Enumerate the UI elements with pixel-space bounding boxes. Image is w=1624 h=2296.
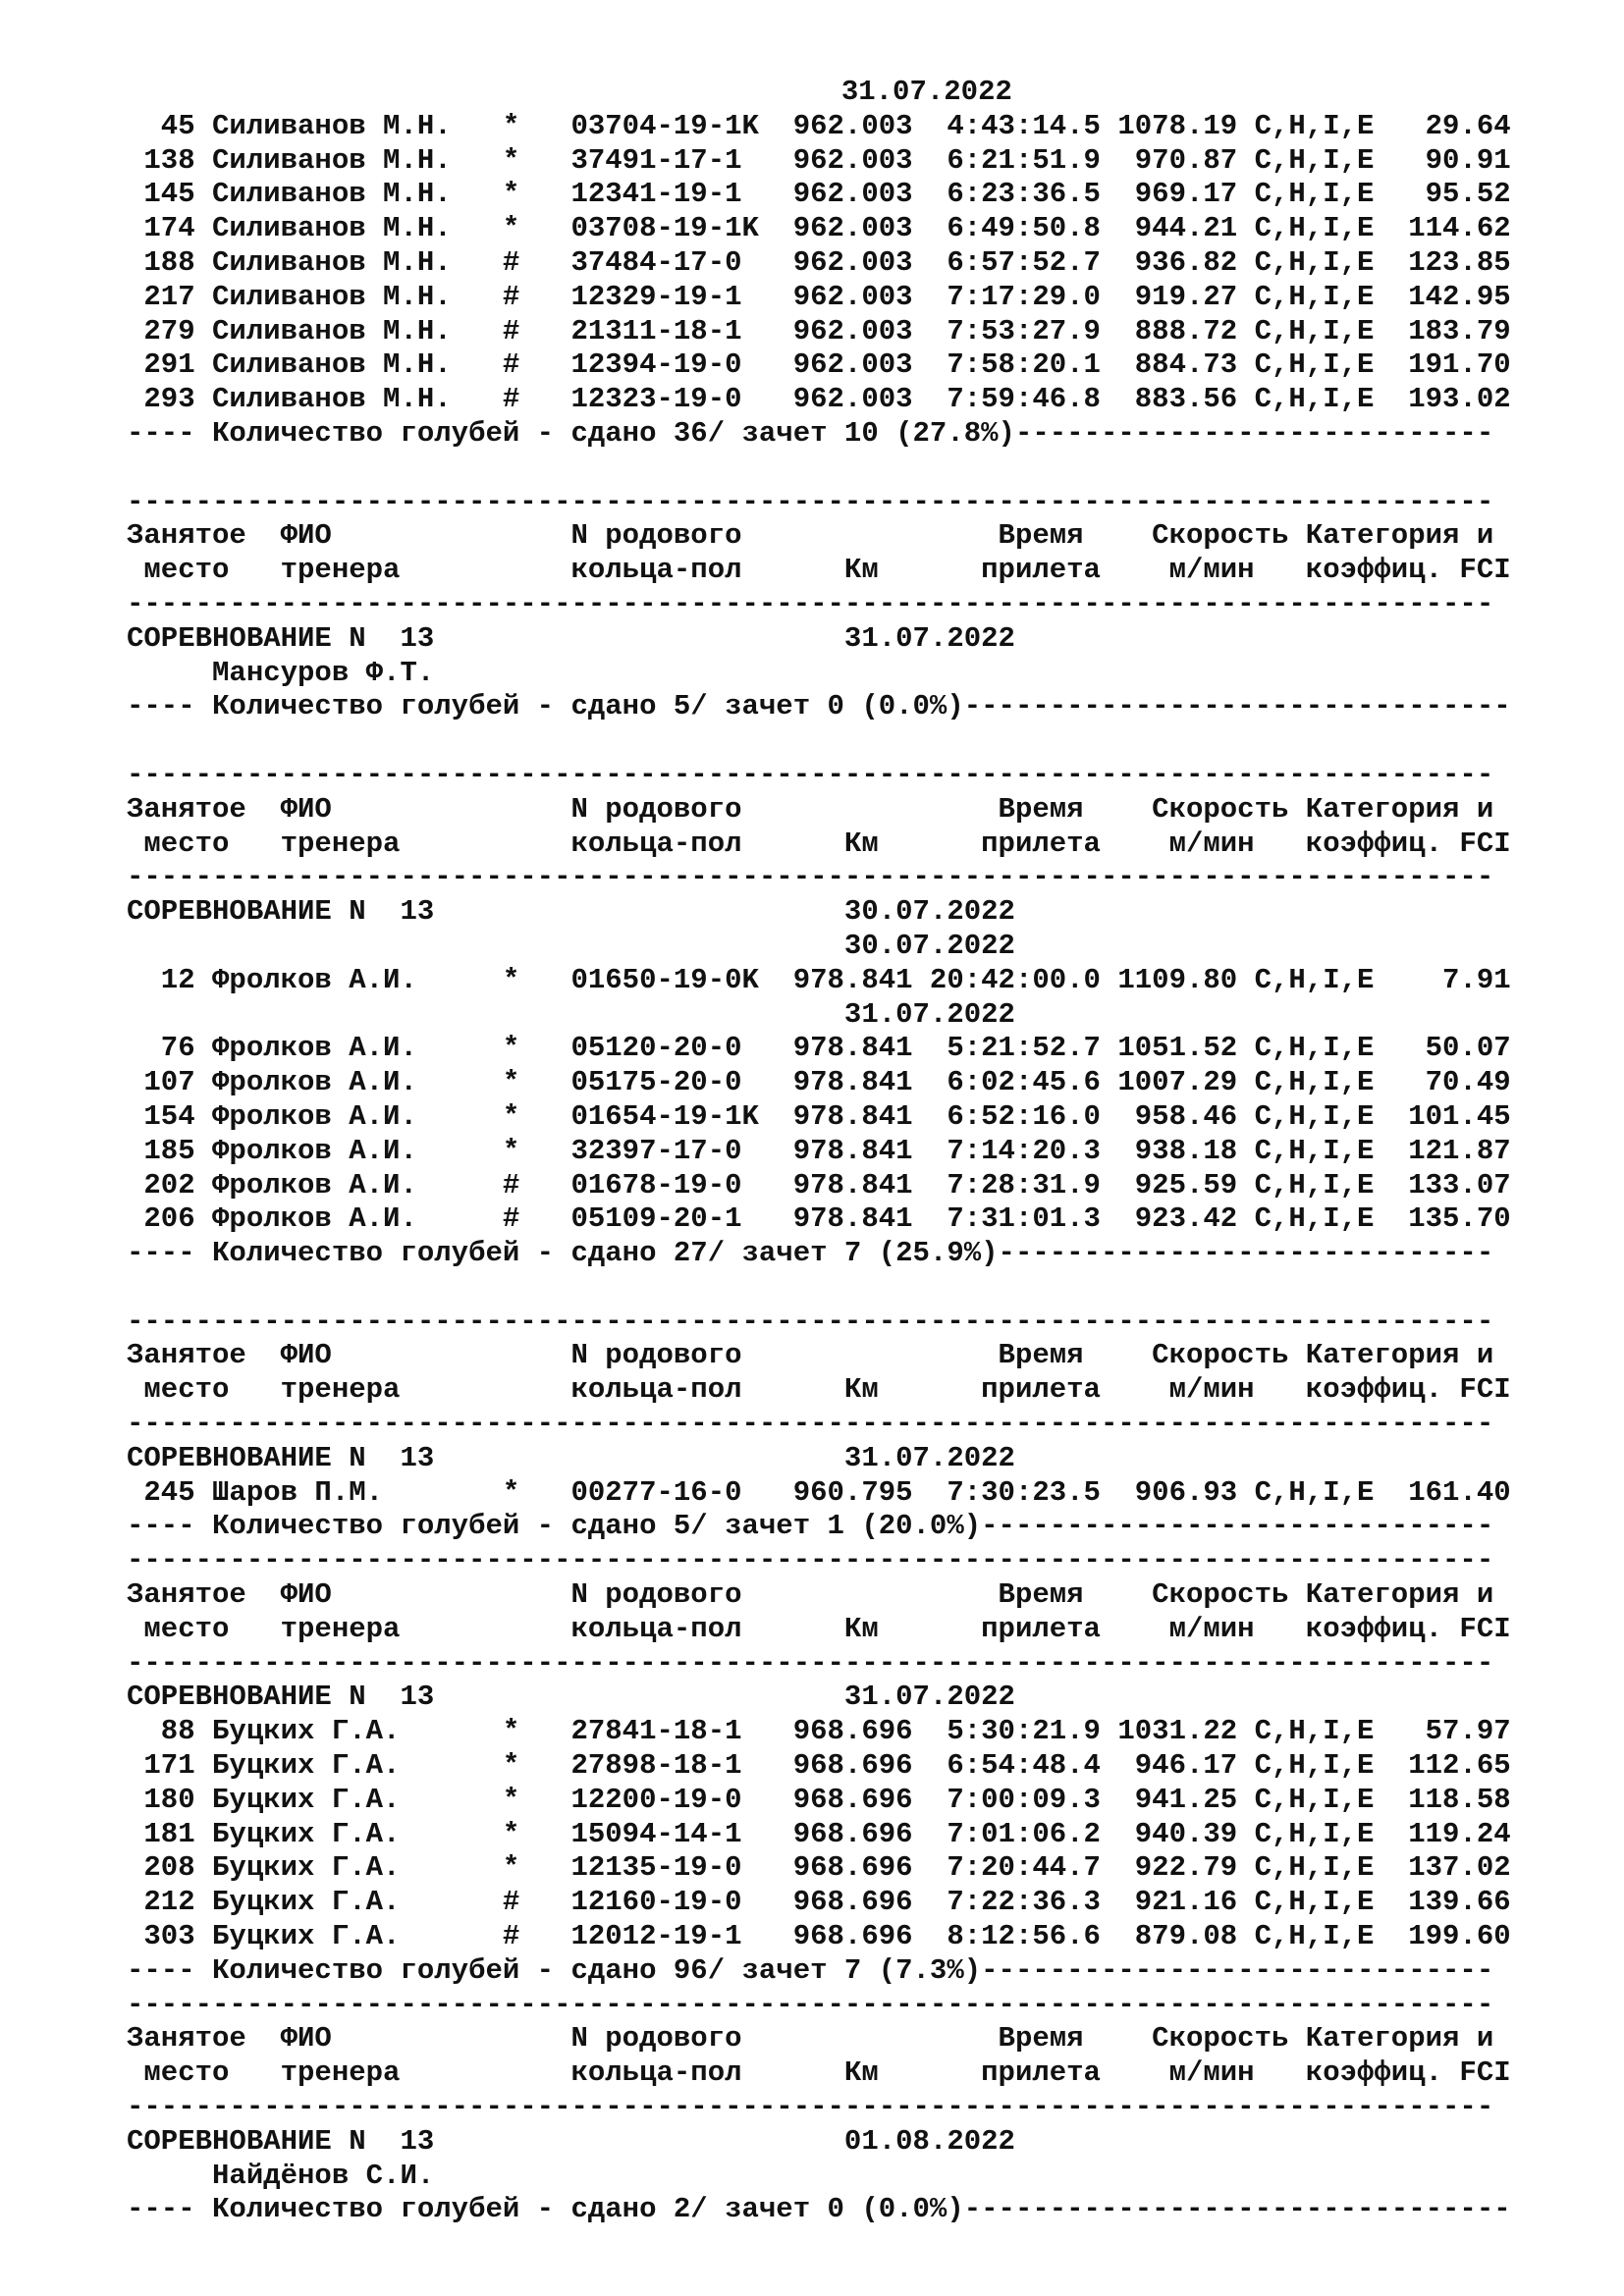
text-line: 174 Силиванов М.Н. * 03708-19-1K 962.003 6:49:50.8 944.21 C,H,I,E 114.62 [127,212,1511,245]
text-line: Занятое ФИО N родового Время Скорость Категория и [127,1339,1494,1372]
text-line [127,724,1599,759]
text-line: СОРЕВНОВАНИЕ N 13 01.08.2022 [127,2124,1015,2158]
text-line: 76 Фролков А.И. * 05120-20-0 978.841 5:21:52.7 1051.52 C,H,I,E 50.07 [127,1032,1511,1065]
text-line: 293 Силиванов М.Н. # 12323-19-0 962.003 7:59:46.8 883.56 C,H,I,E 193.02 [127,383,1511,416]
text-line: 217 Силиванов М.Н. # 12329-19-1 962.003 7:17:29.0 919.27 C,H,I,E 142.95 [127,280,1511,313]
text-line: 245 Шаров П.М. * 00277-16-0 960.795 7:30:23.5 906.93 C,H,I,E 161.40 [127,1475,1511,1509]
text-line: 181 Буцких Г.А. * 15094-14-1 968.696 7:01:06.2 940.39 C,H,I,E 119.24 [127,1817,1511,1850]
text-line [127,1271,1599,1306]
text-line: ---- Количество голубей - сдано 5/ зачет 1 (20.0%)------------------------------ [127,1510,1494,1543]
text-line: -------------------------------------------------------------------------------- [127,861,1494,894]
text-line: ---- Количество голубей - сдано 5/ зачет 0 (0.0%)-------------------------------- [127,690,1511,723]
text-line: 12 Фролков А.И. * 01650-19-0K 978.841 20:42:00.0 1109.80 C,H,I,E 7.91 [127,963,1511,996]
text-line: -------------------------------------------------------------------------------- [127,485,1494,518]
text-line: Занятое ФИО N родового Время Скорость Категория и [127,1578,1494,1612]
text-line: Найдёнов С.И. [127,2159,435,2192]
text-line: ---- Количество голубей - сдано 96/ зачет 7 (7.3%)------------------------------ [127,1953,1494,1987]
text-line: Занятое ФИО N родового Время Скорость Категория и [127,792,1494,826]
text-line: 206 Фролков А.И. # 05109-20-1 978.841 7:31:01.3 923.42 C,H,I,E 135.70 [127,1202,1511,1236]
text-line: 303 Буцких Г.А. # 12012-19-1 968.696 8:12:56.6 879.08 C,H,I,E 199.60 [127,1920,1511,1953]
text-line: место тренера кольца-пол Км прилета м/мин коэффиц. FCI [127,827,1511,860]
text-line: место тренера кольца-пол Км прилета м/мин коэффиц. FCI [127,1373,1511,1407]
text-line: 30.07.2022 [127,929,1015,962]
text-line: 31.07.2022 [127,997,1015,1031]
text-line: место тренера кольца-пол Км прилета м/мин коэффиц. FCI [127,2056,1511,2090]
text-line: 291 Силиванов М.Н. # 12394-19-0 962.003 7:58:20.1 884.73 C,H,I,E 191.70 [127,348,1511,382]
text-line: ---- Количество голубей - сдано 36/ зачет 10 (27.8%)---------------------------- [127,416,1494,450]
text-line: СОРЕВНОВАНИЕ N 13 30.07.2022 [127,895,1015,929]
text-line: место тренера кольца-пол Км прилета м/мин коэффиц. FCI [127,1612,1511,1645]
text-line: 31.07.2022 [551,76,1012,108]
text-line: -------------------------------------------------------------------------------- [127,2091,1494,2124]
text-line: 202 Фролков А.И. # 01678-19-0 978.841 7:28:31.9 925.59 C,H,I,E 133.07 [127,1168,1511,1201]
text-line: СОРЕВНОВАНИЕ N 13 31.07.2022 [127,621,1015,655]
text-line: 208 Буцких Г.А. * 12135-19-0 968.696 7:20:44.7 922.79 C,H,I,E 137.02 [127,1851,1511,1885]
text-line: ---- Количество голубей - сдано 2/ зачет 0 (0.0%)-------------------------------- [127,2193,1511,2226]
text-line: СОРЕВНОВАНИЕ N 13 31.07.2022 [127,1441,1015,1474]
text-line: 107 Фролков А.И. * 05175-20-0 978.841 6:02:45.6 1007.29 C,H,I,E 70.49 [127,1066,1511,1099]
text-line: 185 Фролков А.И. * 32397-17-0 978.841 7:14:20.3 938.18 C,H,I,E 121.87 [127,1134,1511,1167]
text-line: -------------------------------------------------------------------------------- [127,1646,1494,1680]
text-line: -------------------------------------------------------------------------------- [127,1544,1494,1577]
text-line: -------------------------------------------------------------------------------- [127,1408,1494,1441]
text-line: 88 Буцких Г.А. * 27841-18-1 968.696 5:30:21.9 1031.22 C,H,I,E 57.97 [127,1715,1511,1748]
text-line: 279 Силиванов М.Н. # 21311-18-1 962.003 7:53:27.9 888.72 C,H,I,E 183.79 [127,314,1511,347]
text-line: -------------------------------------------------------------------------------- [127,1305,1494,1338]
text-line: 180 Буцких Г.А. * 12200-19-0 968.696 7:00:09.3 941.25 C,H,I,E 118.58 [127,1783,1511,1816]
text-line: 188 Силиванов М.Н. # 37484-17-0 962.003 6:57:52.7 936.82 C,H,I,E 123.85 [127,245,1511,279]
text-line [127,452,1599,486]
results-document [127,76,1599,2227]
text-line: Занятое ФИО N родового Время Скорость Категория и [127,2022,1494,2056]
text-line: 45 Силиванов М.Н. * 03704-19-1K 962.003 4:43:14.5 1078.19 C,H,I,E 29.64 [127,109,1511,142]
text-line: 154 Фролков А.И. * 01654-19-1K 978.841 6:52:16.0 958.46 C,H,I,E 101.45 [127,1099,1511,1133]
text-line: -------------------------------------------------------------------------------- [127,587,1494,620]
text-line: Занятое ФИО N родового Время Скорость Категория и [127,519,1494,553]
text-line: 145 Силиванов М.Н. * 12341-19-1 962.003 6:23:36.5 969.17 C,H,I,E 95.52 [127,178,1511,211]
text-line: 212 Буцких Г.А. # 12160-19-0 968.696 7:22:36.3 921.16 C,H,I,E 139.66 [127,1886,1511,1919]
text-line: СОРЕВНОВАНИЕ N 13 31.07.2022 [127,1681,1015,1714]
text-line: место тренера кольца-пол Км прилета м/мин коэффиц. FCI [127,554,1511,587]
text-line: -------------------------------------------------------------------------------- [127,758,1494,791]
text-line: 138 Силиванов М.Н. * 37491-17-1 962.003 6:21:51.9 970.87 C,H,I,E 90.91 [127,143,1511,177]
text-line: Мансуров Ф.Т. [127,656,435,689]
text-line: -------------------------------------------------------------------------------- [127,1988,1494,2021]
text-line: ---- Количество голубей - сдано 27/ зачет 7 (25.9%)----------------------------- [127,1237,1494,1270]
text-line: 171 Буцких Г.А. * 27898-18-1 968.696 6:54:48.4 946.17 C,H,I,E 112.65 [127,1749,1511,1783]
